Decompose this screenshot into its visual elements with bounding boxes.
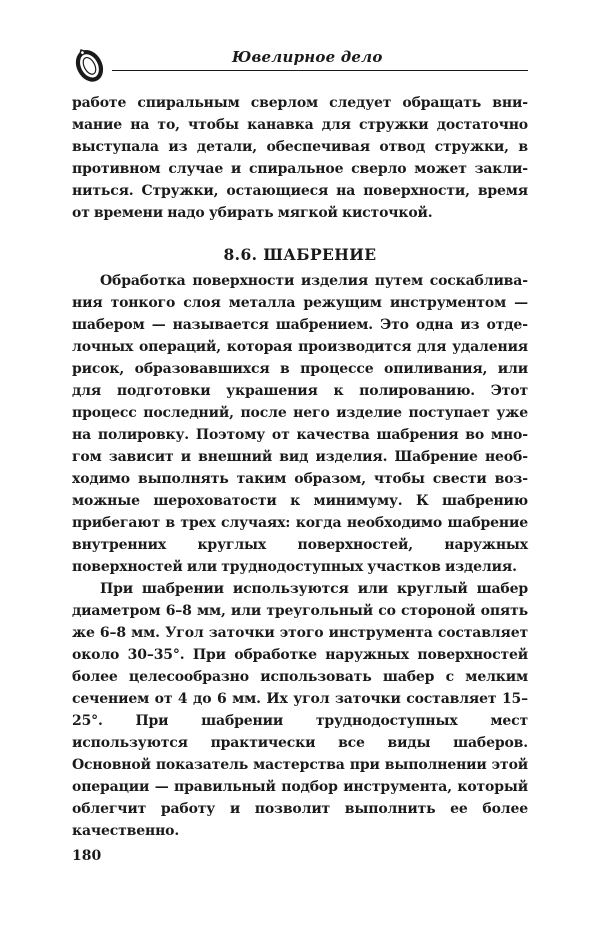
header-rule: [112, 70, 528, 71]
continuation-paragraph: работе спиральным сверлом следует обращать внимание на то, чтобы канавка для стружки достаточно выступала из детали, обеспечивая отвод стружки, в противном случае и спиральное сверло может заклиниться. Стружки, остающиеся на поверхности, время от времени надо убирать мягкой кисточкой.: [72, 95, 528, 221]
section-heading: 8.6. ШАБРЕНИЕ: [223, 245, 377, 264]
running-title: Ювелирное дело: [232, 48, 383, 66]
body-paragraph-2: При шабрении используются или круглый шабер диаметром 6–8 мм, или треугольный со стороной опять же 6–8 мм. Угол заточки этого инструмента составляет около 30–35°. При обработке наружных поверхностей более целесообразно использовать шабер с мелким сечением от 4 до 6 мм. Их угол заточки составляет 15–25°. При шабрении труднодоступных мест используются практически все виды шаберов. Основной показатель мастерства при выполнении этой операции — правильный подбор инструмента, который облегчит работу и позволит выполнить ее более качественно.: [72, 581, 528, 839]
body-paragraph-1: Обработка поверхности изделия путем соскабливания тонкого слоя металла режущим инструментом — шабером — называется шабрением. Это одна из отделочных операций, которая производится для удаления рисок, образовавшихся в процессе опиливания, или для подготовки украшения к полированию. Этот процесс последний, после него изделие поступает уже на полировку. Поэтому от качества шабрения во многом зависит и внешний вид изделия. Шабрение необходимо выполнять таким образом, чтобы свести возможные шероховатости к минимуму. К шабрению прибегают в трех случаях: когда необходимо шабрение внутренних круглых поверхностей, наружных поверхностей или труднодоступных участков изделия.: [72, 273, 528, 575]
ring-emblem-icon: [72, 45, 106, 85]
page-number: 180: [72, 848, 102, 864]
